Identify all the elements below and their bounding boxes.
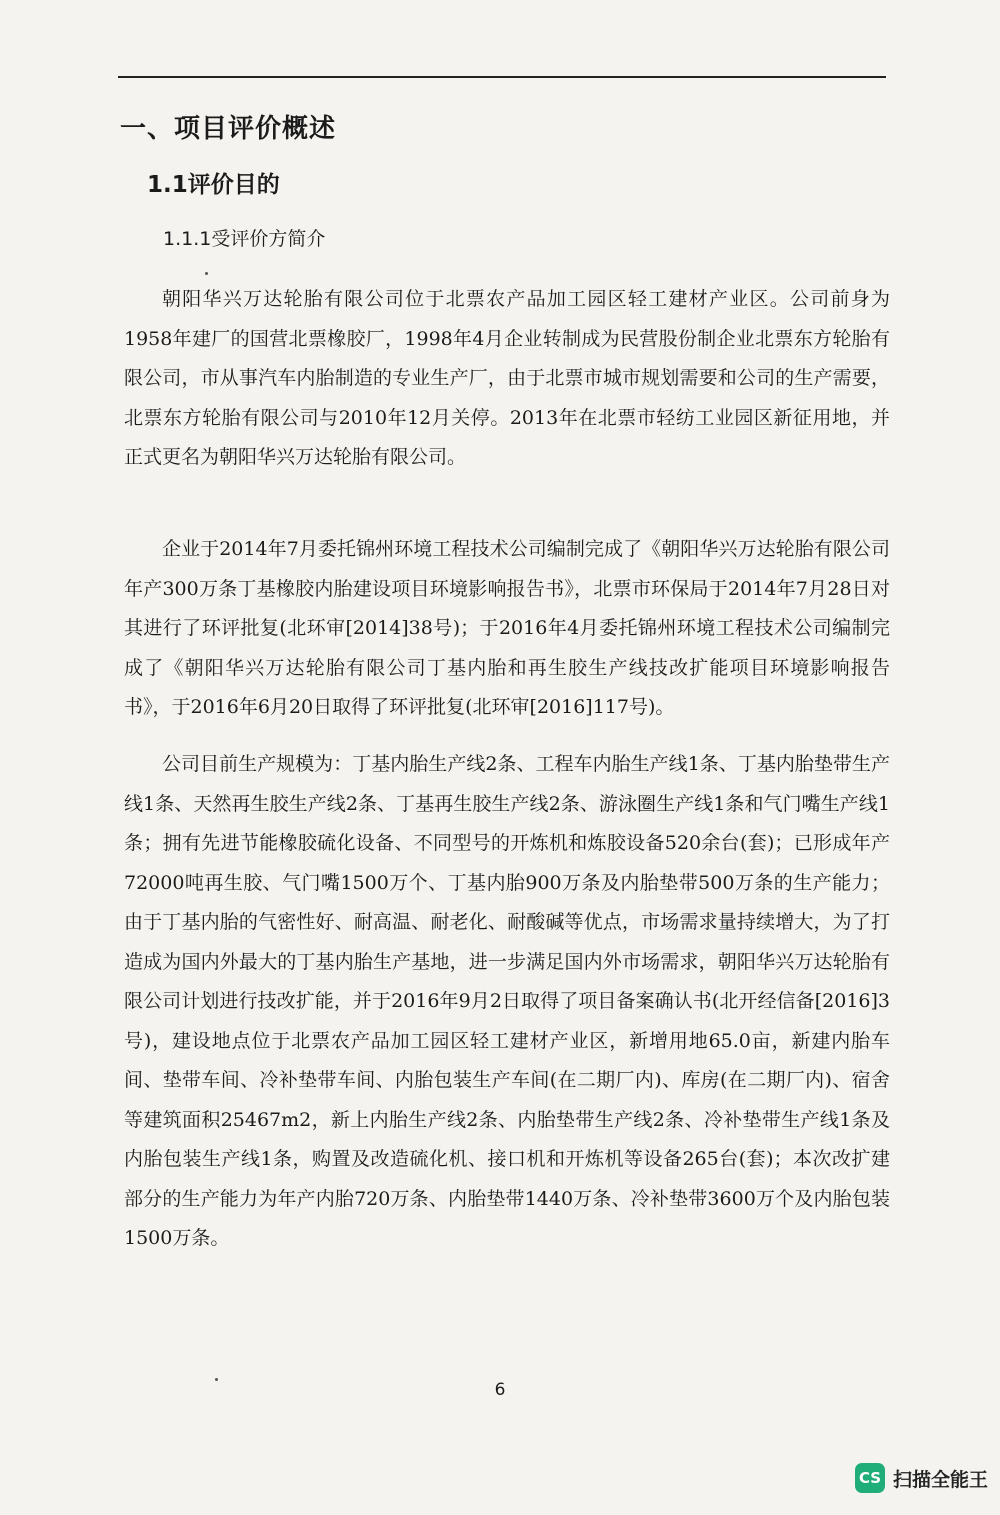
scanner-watermark bbox=[855, 1463, 988, 1493]
scanner-app-name: 扫描全能王 bbox=[892, 1468, 988, 1491]
scan-speck bbox=[205, 272, 208, 275]
header-rule bbox=[118, 76, 886, 78]
subsection-heading: 1.1评价目的 bbox=[147, 172, 280, 198]
camscanner-logo-icon: CS bbox=[855, 1463, 885, 1493]
paragraph-eia-history: 企业于2014年7月委托锦州环境工程技术公司编制完成了《朝阳华兴万达轮胎有限公司年产300万条丁基橡胶内胎建设项目环境影响报告书》，北票市环保局于2014年7月28日对其进行了环评批复(北环审[2014]38号)；于2016年4月委托锦州环境工程技术公司编制完成了《朝阳华兴万达轮胎有限公司丁基内胎和再生胶生产线技改扩能项目环境影响报告书》，于2016年6月20日取得了环评批复(北环审[2016]117号)。 bbox=[124, 538, 890, 718]
section-heading: 一、项目评价概述 bbox=[120, 114, 337, 144]
subsubsection-heading: 1.1.1受评价方简介 bbox=[163, 228, 326, 250]
page-number: 6 bbox=[494, 1380, 506, 1400]
paragraph-production-scale: 公司目前生产规模为：丁基内胎生产线2条、工程车内胎生产线1条、丁基内胎垫带生产线1条、天然再生胶生产线2条、丁基再生胶生产线2条、游泳圈生产线1条和气门嘴生产线1条；拥有先进节能橡胶硫化设备、不同型号的开炼机和炼胶设备520余台(套)；已形成年产72000吨再生胶、气门嘴1500万个、丁基内胎900万条及内胎垫带500万条的生产能力；由于丁基内胎的气密性好、耐高温、耐老化、耐酸碱等优点，市场需求量持续增大，为了打造成为国内外最大的丁基内胎生产基地，进一步满足国内外市场需求，朝阳华兴万达轮胎有限公司计划进行技改扩能，并于2016年9月2日取得了项目备案确认书(北开经信备[2016]3号)，建设地点位于北票农产品加工园区轻工建材产业区，新增用地65.0亩，新建内胎车间、垫带车间、冷补垫带车间、内胎包装生产车间(在二期厂内)、库房(在二期厂内)、宿舍等建筑面积25467m2，新上内胎生产线2条、内胎垫带生产线2条、冷补垫带生产线1条及内胎包装生产线1条，购置及改造硫化机、接口机和开炼机等设备265台(套)；本次改扩建部分的生产能力为年产内胎720万条、内胎垫带1440万条、冷补垫带3600万个及内胎包装1500万条。 bbox=[124, 753, 890, 1249]
paragraph-company-intro: 朝阳华兴万达轮胎有限公司位于北票农产品加工园区轻工建材产业区。公司前身为1958年建厂的国营北票橡胶厂，1998年4月企业转制成为民营股份制企业北票东方轮胎有限公司，市从事汽车内胎制造的专业生产厂，由于北票市城市规划需要和公司的生产需要，北票东方轮胎有限公司与2010年12月关停。2013年在北票市轻纺工业园区新征用地，并正式更名为朝阳华兴万达轮胎有限公司。 bbox=[124, 288, 890, 468]
scan-speck bbox=[215, 1378, 218, 1381]
